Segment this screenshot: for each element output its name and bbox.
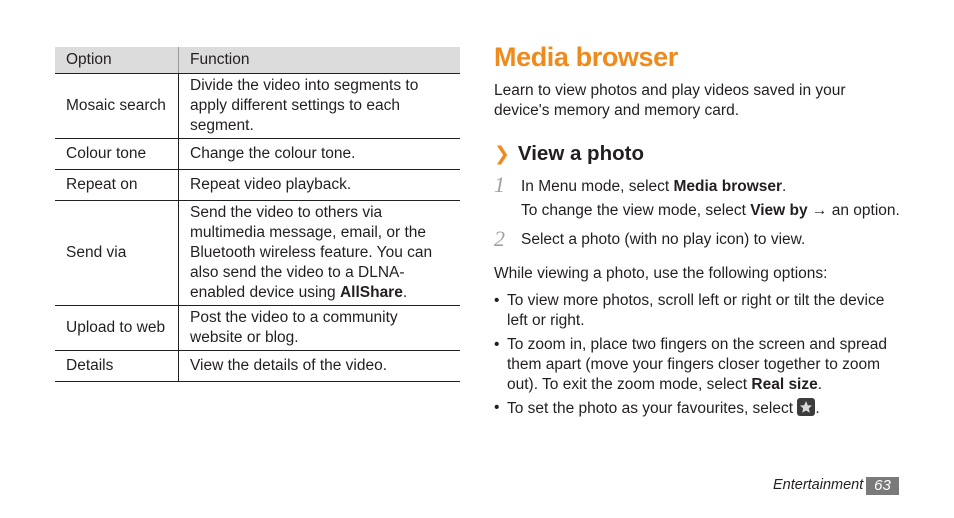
- section-title: View a photo: [517, 142, 644, 165]
- section-heading: [494, 142, 644, 166]
- table-row: [55, 306, 460, 351]
- star-icon: [797, 398, 815, 416]
- list-item: [494, 291, 894, 331]
- step-subtext: [521, 201, 900, 221]
- step-number: 1: [494, 172, 505, 197]
- table-row: [55, 139, 460, 170]
- option-cell: Send via: [55, 201, 179, 306]
- function-text-end: .: [402, 284, 408, 301]
- header-function: Function: [179, 47, 461, 74]
- chevron-right-icon: ❯: [494, 144, 510, 165]
- option-cell: Colour tone: [55, 139, 179, 170]
- option-cell: Mosaic search: [55, 74, 179, 139]
- function-cell: View the details of the video.: [179, 351, 461, 382]
- list-text-post: .: [815, 400, 820, 417]
- table-header-row: [55, 47, 460, 74]
- step-number: 2: [494, 226, 505, 251]
- table-row: [55, 351, 460, 382]
- function-cell: [179, 201, 461, 306]
- table-row: [55, 201, 460, 306]
- function-cell: Post the video to a community website or blog.: [179, 306, 461, 351]
- option-cell: Upload to web: [55, 306, 179, 351]
- bullet-marker: •: [494, 399, 500, 416]
- allshare-label: AllShare: [339, 284, 403, 301]
- footer-section-label: Entertainment: [773, 477, 864, 493]
- list-item: [494, 398, 894, 420]
- step-text: Select a photo (with no play icon) to view.: [521, 231, 806, 248]
- options-intro: While viewing a photo, use the following options:: [494, 265, 828, 282]
- step-text-post: .: [782, 178, 787, 195]
- page-number: 63: [866, 477, 899, 495]
- list-item: [494, 335, 894, 395]
- subtext-pre: To change the view mode, select: [521, 202, 751, 219]
- options-table: [55, 47, 460, 382]
- function-cell: Divide the video into segments to apply different settings to each segment.: [179, 74, 461, 139]
- table-row: [55, 74, 460, 139]
- list-item-text: [507, 335, 897, 395]
- table-row: [55, 170, 460, 201]
- bullet-marker: •: [494, 336, 500, 353]
- real-size-label: Real size: [751, 376, 818, 393]
- function-cell: Change the colour tone.: [179, 139, 461, 170]
- step-text-pre: In Menu mode, select: [521, 178, 674, 195]
- header-option: Option: [55, 47, 179, 74]
- bullet-marker: •: [494, 292, 500, 309]
- step-text: [521, 177, 786, 197]
- page-title: Media browser: [494, 42, 678, 72]
- list-item-text: [507, 398, 897, 419]
- subtext-post: → an option.: [807, 202, 900, 219]
- option-cell: Repeat on: [55, 170, 179, 201]
- step-bold: Media browser: [673, 178, 783, 195]
- list-text-post: .: [817, 376, 823, 393]
- list-text-pre: To set the photo as your favourites, select: [507, 400, 798, 417]
- list-text-pre: To zoom in, place two fingers on the screen and spread them apart (move your fingers closer together to zoom out). To exit the zoom mode, select: [507, 336, 887, 393]
- subtext-bold: View by: [750, 202, 808, 219]
- function-cell: Repeat video playback.: [179, 170, 461, 201]
- list-item-text: To view more photos, scroll left or right or tilt the device left or right.: [507, 292, 885, 329]
- function-text: Send the video to others via multimedia message, email, or the Bluetooth wireless feature. You can also send the video to a DLNA-enabled device using: [190, 204, 433, 301]
- option-cell: Details: [55, 351, 179, 382]
- intro-text: Learn to view photos and play videos saved in your device's memory and memory card.: [494, 82, 846, 119]
